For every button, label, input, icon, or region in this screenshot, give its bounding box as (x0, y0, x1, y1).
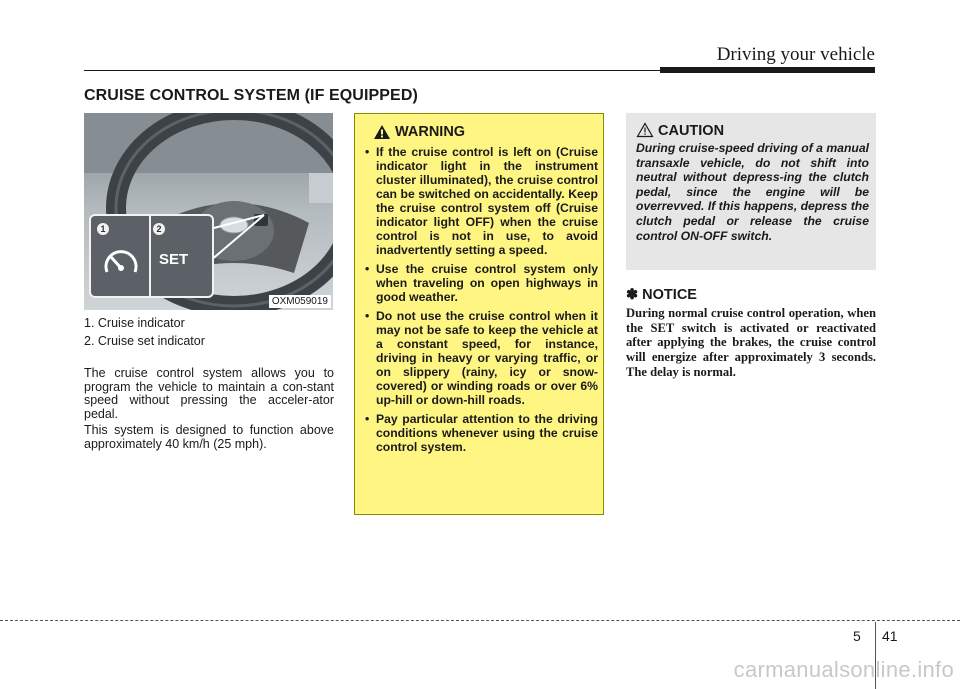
steering-wheel-figure (84, 113, 333, 310)
callout-badge-1: 1 (97, 223, 109, 235)
warning-triangle-icon (373, 124, 391, 140)
caution-triangle-icon (636, 122, 654, 138)
cruise-indicator-inset (89, 214, 214, 298)
caution-box (626, 113, 876, 270)
watermark: carmanualsonline.info (733, 657, 954, 682)
warning-item: • Pay particular attention to the driving conditions whenever using the cruise control system. (365, 412, 598, 454)
body-paragraph: This system is designed to function above approximately 40 km/h (25 mph). (84, 423, 334, 451)
notice-text: During normal cruise control operation, when the SET switch is activated or reactivated after applying the brakes, the cruise control will energize after approximately 3 seconds. The delay is normal. (626, 306, 876, 379)
caption-item: 1. Cruise indicator (84, 316, 185, 330)
section-title: CRUISE CONTROL SYSTEM (IF EQUIPPED) (84, 87, 418, 104)
callout-badge-2: 2 (153, 223, 165, 235)
running-header: Driving your vehicle (716, 44, 875, 65)
warning-title: WARNING (395, 124, 466, 140)
warning-box (354, 113, 604, 515)
cruise-set-indicator: SET (159, 251, 189, 268)
caution-text: During cruise-speed driving of a manual transaxle vehicle, do not shift into neutral without depress-ing the clutch pedal, since the engine will be overrevved. If this happens, depress the clutch pedal or release the cruise control ON-OFF switch. (636, 141, 869, 243)
warning-list (365, 145, 598, 459)
caption-item: 2. Cruise set indicator (84, 334, 205, 348)
warning-item: • If the cruise control is left on (Cruise indicator light in the instrument cluster illuminated), the cruise control can be switched on accidentally. Keep the cruise control system off (Cruise indicator light OFF) when the cruise control is not in use, to avoid inadvertently setting a speed. (365, 145, 598, 257)
footer-rule (0, 620, 960, 621)
chapter-number: 5 (853, 628, 861, 644)
inset-divider (149, 216, 151, 296)
cruise-indicator-icon (101, 244, 141, 278)
caution-title: CAUTION (658, 123, 725, 139)
figure-captions (84, 316, 334, 352)
page-number: 41 (882, 628, 898, 644)
body-paragraph: The cruise control system allows you to program the vehicle to maintain a con-stant speed without pressing the acceler-ator pedal. (84, 366, 334, 421)
notice-title: ✽ NOTICE (626, 287, 697, 303)
figure-code: OXM059019 (269, 295, 331, 308)
warning-item: • Do not use the cruise control when it may not be safe to keep the vehicle at a constant speed, for instance, driving in heavy or varying traffic, or on slippery (rainy, icy or snow-covered) or winding roads or over 6% up-hill or down-hill roads. (365, 309, 598, 407)
warning-item: • Use the cruise control system only when traveling on open highways in good weather. (365, 262, 598, 304)
header-rule-accent (660, 67, 875, 73)
